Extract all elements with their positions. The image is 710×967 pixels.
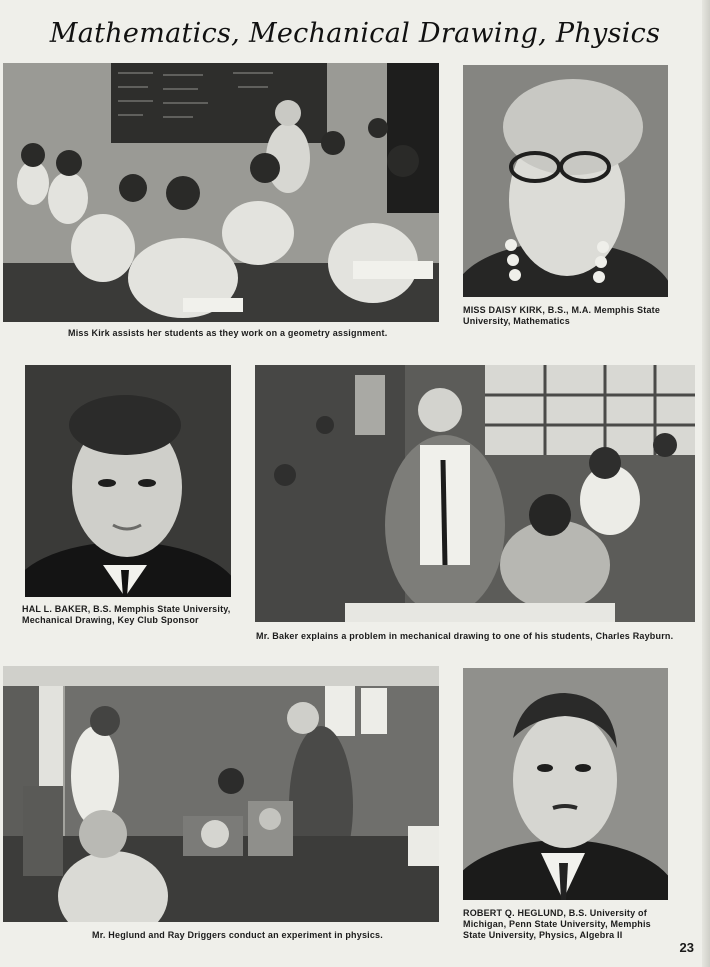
classroom-caption: Miss Kirk assists her students as they work on a geometry assignment.	[68, 328, 388, 338]
physics-lab-photo	[3, 666, 439, 922]
heglund-portrait	[463, 668, 668, 900]
kirk-caption: MISS DAISY KIRK, B.S., M.A. Memphis State University, Mathematics	[463, 305, 661, 326]
page-number: 23	[679, 940, 694, 955]
kirk-portrait	[463, 65, 668, 297]
drawing-class-photo	[255, 365, 695, 622]
drawing-class-caption: Mr. Baker explains a problem in mechanical drawing to one of his students, Charles Rayburn.	[256, 631, 674, 641]
classroom-photo	[3, 63, 439, 322]
baker-portrait	[25, 365, 231, 597]
page-binding-edge	[702, 0, 710, 967]
physics-lab-caption: Mr. Heglund and Ray Driggers conduct an experiment in physics.	[92, 930, 383, 940]
page-title: Mathematics, Mechanical Drawing, Physics	[49, 18, 661, 49]
heglund-caption: ROBERT Q. HEGLUND, B.S. University of Michigan, Penn State University, Memphis State University, Physics, Algebra II	[463, 908, 651, 940]
baker-caption: HAL L. BAKER, B.S. Memphis State University, Mechanical Drawing, Key Club Sponsor	[22, 604, 231, 625]
